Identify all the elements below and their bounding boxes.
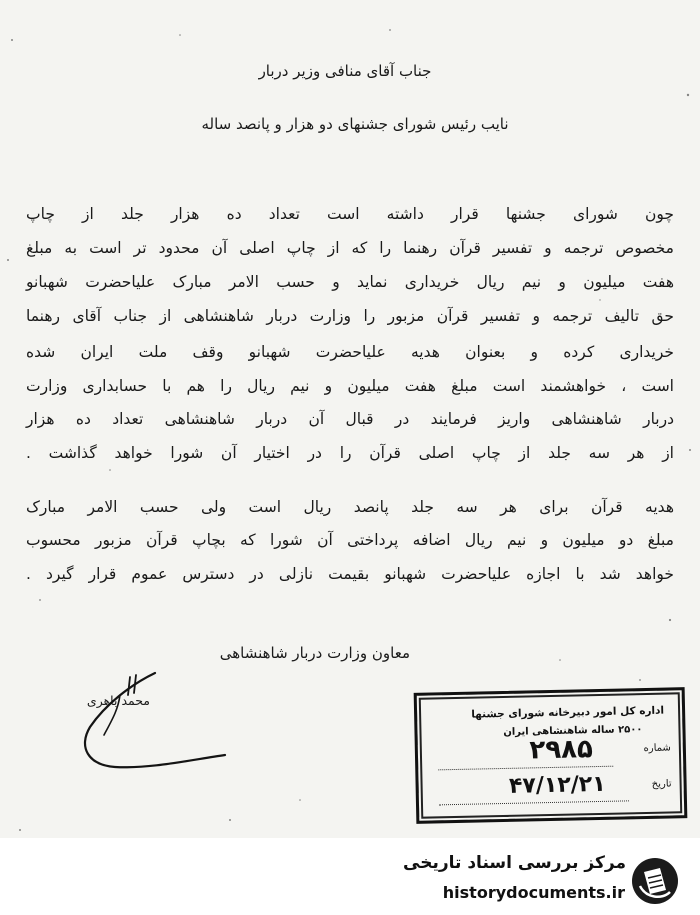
body-line: مخصوص ترجمه و تفسیر قرآن رهنما را که از چاپ اصلی آن محدود تر است به مبلغ <box>26 239 674 257</box>
body-line: هفت میلیون و نیم ریال خریداری نماید و حسب الامر مبارک علیاحضرت شهبانو <box>26 273 674 291</box>
stamp-date: ۴۷/۱۲/۲۱ <box>508 771 606 799</box>
body-line: است ، خواهشمند است مبلغ هفت میلیون و نیم ریال را هم با حسابداری وزارت <box>26 377 674 395</box>
body-line: از هر سه جلد از چاپ اصلی قرآن را در اختیار آن شورا خواهد گذاشت . <box>26 444 674 462</box>
body-line: دربار شاهنشاهی واریز فرمایند در قبال آن دربار شاهنشاهی تعداد ده هزار <box>26 410 674 428</box>
body-line: چون شورای جشنها قرار داشته است تعداد ده هزار جلد از چاپ <box>26 205 674 223</box>
body-line: هدیه قرآن برای هر سه جلد پانصد ریال است ولی حسب الامر مبارک <box>26 498 674 516</box>
stamp-office-subline: ۲۵۰۰ ساله شاهنشاهی ایران <box>503 724 643 738</box>
signer-name: محمد باهری <box>86 693 150 708</box>
watermark-footer <box>0 838 700 915</box>
document-center-logo-icon <box>630 856 680 906</box>
registration-stamp <box>414 687 688 824</box>
body-line: خریداری کرده و بعنوان هدیه علیاحضرت شهبانو وقف ملت ایران شده <box>26 343 674 361</box>
footer-url-link[interactable]: historydocuments.ir <box>442 883 625 902</box>
stamp-number-label: شماره <box>643 742 671 755</box>
stamp-office-line: اداره کل امور دبیرخانه شورای جشنها <box>471 704 665 721</box>
body-line: مبلغ دو میلیون و نیم ریال اضافه پرداختی آن شورا که بچاپ قرآن مزبور محسوب <box>26 531 674 549</box>
stamp-number-rule <box>438 766 613 771</box>
stamp-date-rule <box>439 800 629 805</box>
body-line: حق تالیف ترجمه و تفسیر قرآن مزبور را وزارت دربار شاهنشاهی از جناب آقای رهنما <box>26 307 674 325</box>
stamp-date-label: تاریخ <box>651 778 672 790</box>
handwritten-signature <box>60 665 240 780</box>
footer-title: مرکز بررسی اسناد تاریخی <box>403 853 626 873</box>
subject-line: نایب رئیس شورای جشنهای دو هزار و پانصد ساله <box>201 115 509 133</box>
stamp-number: ۲۹۸۵ <box>529 734 594 766</box>
salutation-line: جناب آقای منافی وزیر دربار <box>258 62 432 80</box>
closing-title: معاون وزارت دربار شاهنشاهی <box>219 644 410 662</box>
body-line: خواهد شد با اجازه علیاحضرت شهبانو بقیمت نازلی در دسترس عموم قرار گیرد . <box>26 565 674 583</box>
